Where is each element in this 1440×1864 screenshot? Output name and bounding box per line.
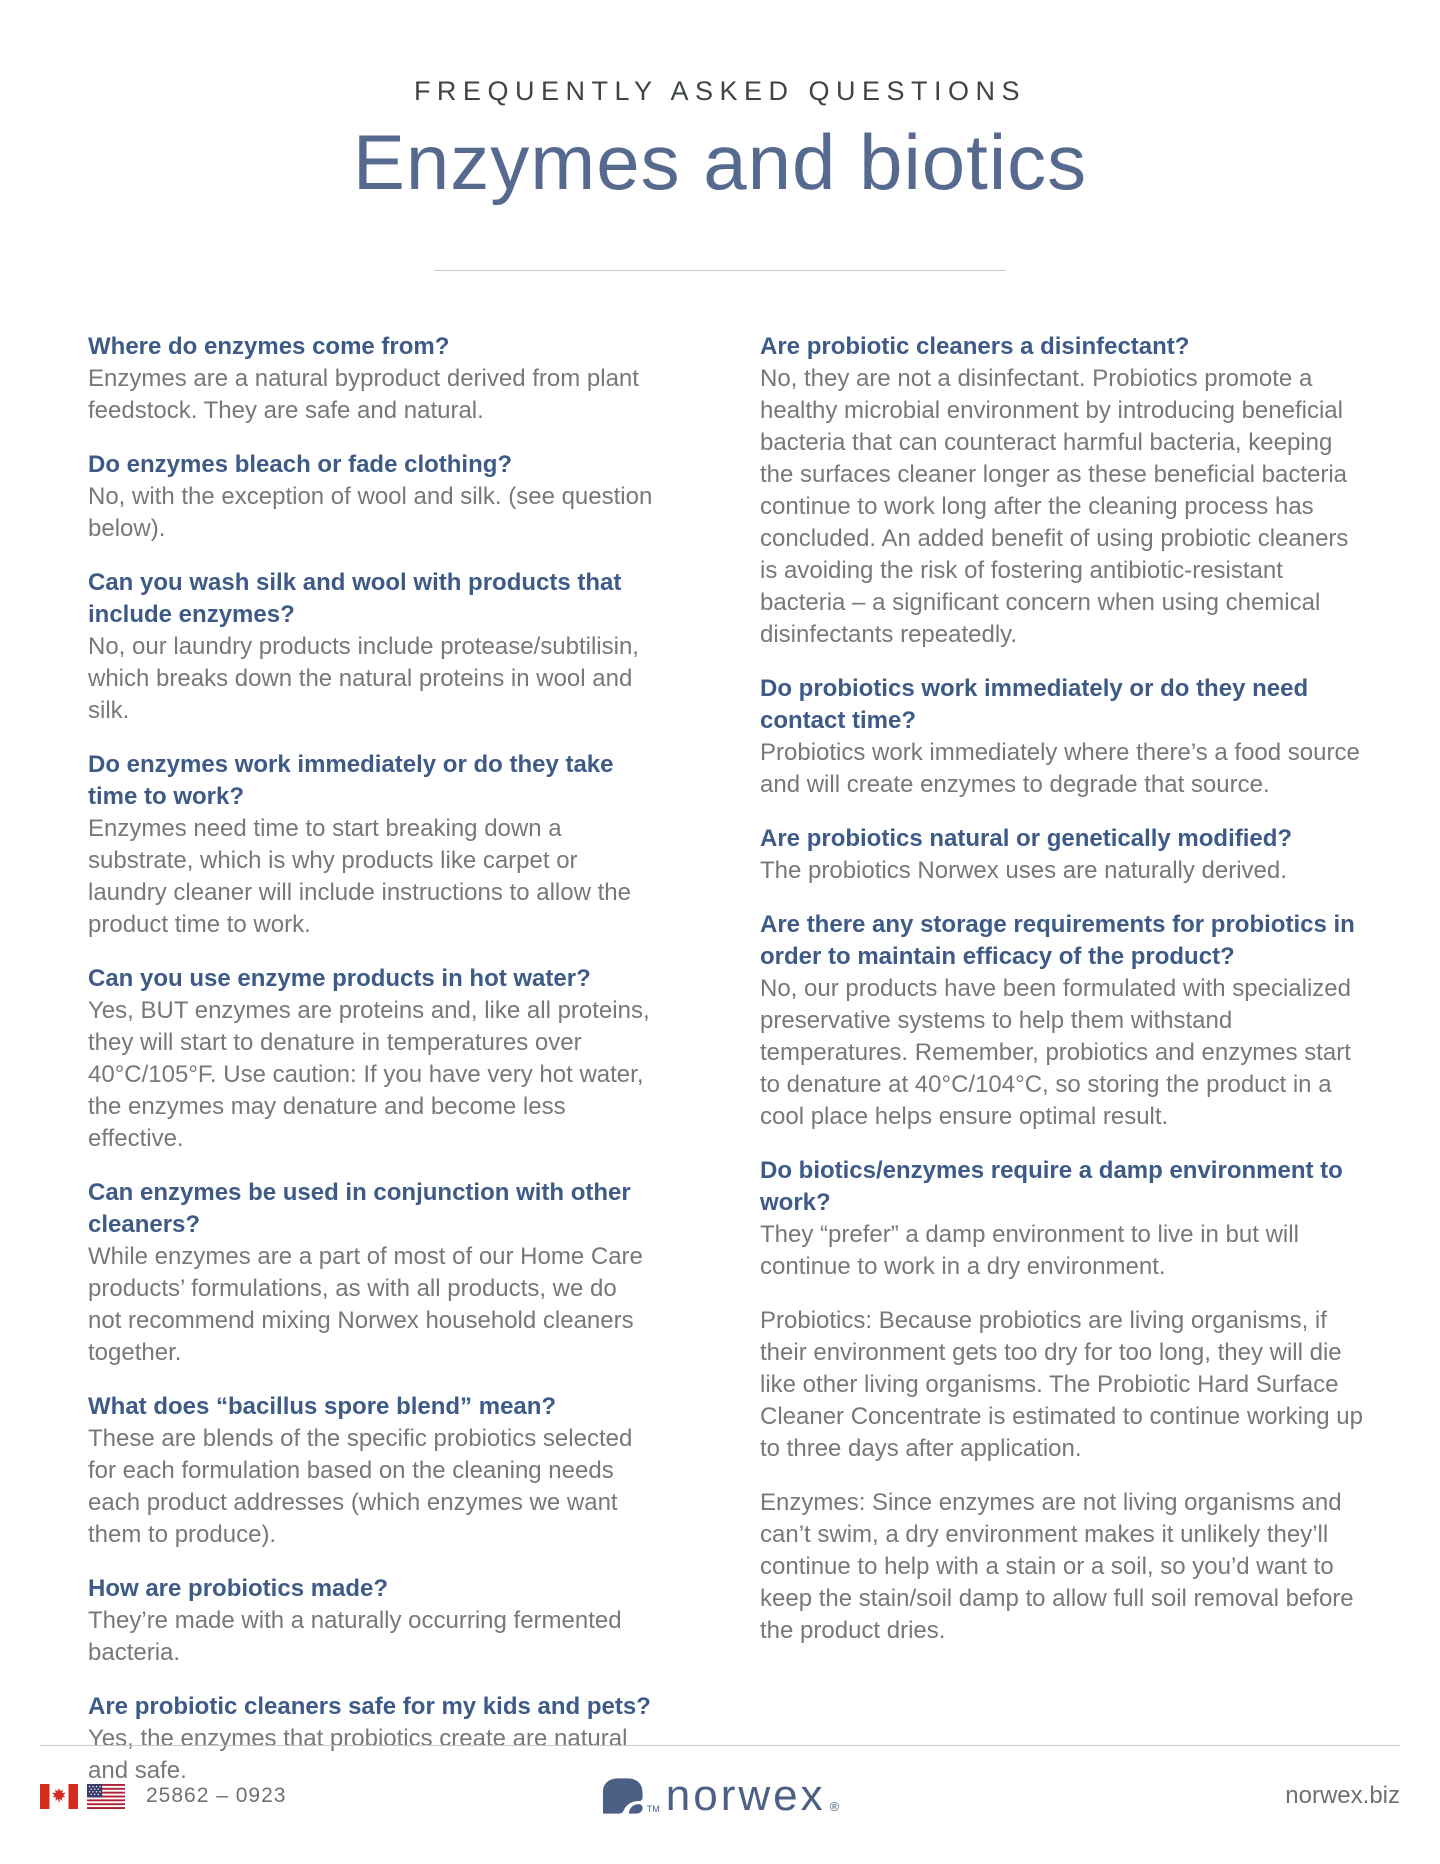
faq-answer: Enzymes: Since enzymes are not living organisms and can’t swim, a dry environment makes it unlikely they’ll continue to help with a stain or a soil, so you’d want to keep the stain/soil damp to allow full soil removal before the product dries. xyxy=(760,1489,1354,1644)
faq-answer: They’re made with a naturally occurring fermented bacteria. xyxy=(88,1607,622,1666)
faq-question: How are probiotics made? xyxy=(88,1575,389,1602)
faq-question: Do biotics/enzymes require a damp environment to work? xyxy=(760,1157,1343,1216)
faq-answer: Yes, the enzymes that probiotics create are natural and safe. xyxy=(88,1725,628,1784)
faq-answer: No, with the exception of wool and silk. (see question below). xyxy=(88,483,653,542)
faq-answer: Enzymes are a natural byproduct derived from plant feedstock. They are safe and natural. xyxy=(88,365,639,424)
document-code: 25862 – 0923 xyxy=(146,1784,287,1807)
faq-item xyxy=(760,1305,1372,1465)
faq-item xyxy=(88,331,653,427)
norwex-wordmark: norwex xyxy=(665,1771,826,1820)
faq-item xyxy=(88,749,653,941)
faq-answer: These are blends of the specific probiotics selected for each formulation based on the cleaning needs each product addresses (which enzymes we want them to produce). xyxy=(88,1425,633,1548)
faq-item xyxy=(760,1487,1372,1647)
faq-item xyxy=(88,449,653,545)
faq-item xyxy=(88,1177,653,1369)
faq-question: Where do enzymes come from? xyxy=(88,333,450,360)
faq-question: Do enzymes work immediately or do they take time to work? xyxy=(88,751,614,810)
us-flag-icon xyxy=(87,1784,125,1809)
faq-item xyxy=(88,1573,653,1669)
faq-answer: The probiotics Norwex uses are naturally derived. xyxy=(760,857,1287,884)
faq-question: Can you wash silk and wool with products that include enzymes? xyxy=(88,569,622,628)
faq-item xyxy=(88,963,653,1155)
title-divider xyxy=(434,270,1006,271)
canada-flag-icon xyxy=(40,1784,78,1809)
faq-column-right xyxy=(760,331,1372,1669)
faq-item xyxy=(760,673,1372,801)
faq-columns xyxy=(0,331,1440,1809)
faq-answer: Probiotics: Because probiotics are living organisms, if their environment gets too dry for too long, they will die like other living organisms. The Probiotic Hard Surface Cleaner Concentrate is estimated to continue working up to three days after application. xyxy=(760,1307,1363,1462)
faq-question: Can you use enzyme products in hot water? xyxy=(88,965,591,992)
norwex-logo xyxy=(601,1771,840,1820)
faq-answer: No, our products have been formulated with specialized preservative systems to help them withstand temperatures. Remember, probiotics and enzymes start to denature at 40°C/104°C, so storing the product in a cool place helps ensure optimal result. xyxy=(760,975,1351,1130)
faq-answer: No, our laundry products include protease/subtilisin, which breaks down the natural proteins in wool and silk. xyxy=(88,633,639,724)
page-title: Enzymes and biotics xyxy=(352,118,1088,206)
footer-row xyxy=(40,1770,1400,1822)
faq-answer: Enzymes need time to start breaking down a substrate, which is why products like carpet or laundry cleaner will include instructions to allow the product time to work. xyxy=(88,815,631,938)
footer-left-group xyxy=(40,1784,286,1809)
faq-question: Are probiotic cleaners a disinfectant? xyxy=(760,333,1190,360)
faq-item xyxy=(760,331,1372,651)
faq-question: Do enzymes bleach or fade clothing? xyxy=(88,451,513,478)
faq-question: Do probiotics work immediately or do they need contact time? xyxy=(760,675,1309,734)
faq-question: Are probiotics natural or genetically modified? xyxy=(760,825,1293,852)
eyebrow-heading: FREQUENTLY ASKED QUESTIONS xyxy=(413,76,1027,106)
faq-question: Are probiotic cleaners safe for my kids and pets? xyxy=(88,1693,651,1720)
footer-divider xyxy=(40,1745,1400,1746)
faq-answer: While enzymes are a part of most of our Home Care products’ formulations, as with all products, we do not recommend mixing Norwex household cleaners together. xyxy=(88,1243,643,1366)
faq-column-left xyxy=(88,331,653,1809)
faq-question: Can enzymes be used in conjunction with other cleaners? xyxy=(88,1179,631,1238)
faq-item xyxy=(88,567,653,727)
faq-item xyxy=(760,909,1372,1133)
faq-question: Are there any storage requirements for probiotics in order to maintain efficacy of the product? xyxy=(760,911,1355,970)
page-footer xyxy=(40,1745,1400,1822)
faq-item xyxy=(760,1155,1372,1283)
website-link[interactable]: norwex.biz xyxy=(1285,1782,1400,1809)
registered-symbol: ® xyxy=(829,1799,840,1814)
faq-answer: Probiotics work immediately where there’s a food source and will create enzymes to degrade that source. xyxy=(760,739,1360,798)
faq-answer: No, they are not a disinfectant. Probiotics promote a healthy microbial environment by introducing beneficial bacteria that can counteract harmful bacteria, keeping the surfaces cleaner longer as these beneficial bacteria continue to work long after the cleaning process has concluded. An added benefit of using probiotic cleaners is avoiding the risk of fostering antibiotic-resistant bacteria – a significant concern when using chemical disinfectants repeatedly. xyxy=(760,365,1349,648)
faq-item xyxy=(760,823,1372,887)
faq-answer: They “prefer” a damp environment to live in but will continue to work in a dry environment. xyxy=(760,1221,1299,1280)
norwex-logo-icon xyxy=(601,1776,645,1816)
faq-item xyxy=(88,1391,653,1551)
faq-question: What does “bacillus spore blend” mean? xyxy=(88,1393,557,1420)
trademark-symbol: TM xyxy=(646,1804,660,1814)
faq-answer: Yes, BUT enzymes are proteins and, like all proteins, they will start to denature in temperatures over 40°C/105°F. Use caution: If you have very hot water, the enzymes may denature and become less effective. xyxy=(88,997,650,1152)
page-header xyxy=(0,0,1440,271)
